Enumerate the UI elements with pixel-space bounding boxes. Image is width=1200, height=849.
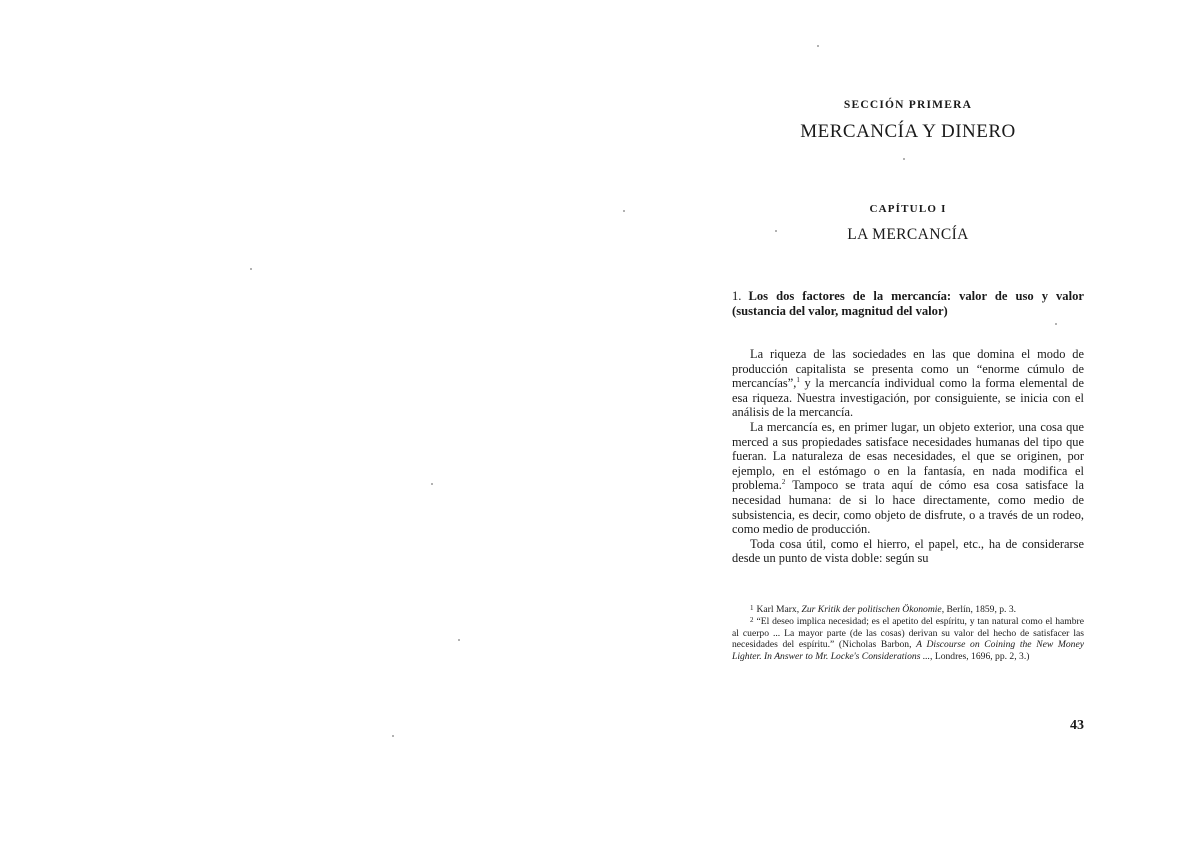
right-page	[732, 0, 1084, 849]
footnote-ref-1: 1	[796, 376, 800, 385]
subheading	[732, 289, 1084, 319]
paragraph-2	[732, 420, 1084, 537]
footnote-1-title: Zur Kritik der politischen Ökonomie	[801, 604, 942, 615]
paragraph-1	[732, 347, 1084, 420]
scan-speck	[392, 735, 394, 737]
subheading-number: 1.	[732, 289, 742, 303]
footnote-1-text-a: Karl Marx,	[756, 604, 802, 615]
footnotes	[732, 603, 1084, 662]
paragraph-1-text-a: La riqueza de las sociedades en las que domina el modo de producción capitalista se presenta como un “enorme cúmulo de mercancías”,	[732, 347, 1084, 391]
footnote-ref-2: 2	[781, 478, 786, 487]
scan-speck	[623, 210, 625, 212]
scan-speck	[458, 639, 460, 641]
footnote-2-title: A Discourse on Coining the New Money Lighter. In Answer to Mr. Locke's Considerations ...	[732, 639, 1084, 662]
paragraph-3-text: Toda cosa útil, como el hierro, el papel, etc., ha de considerarse desde un punto de vista doble: según su	[732, 536, 1084, 566]
footnote-2-number: 2	[750, 616, 754, 625]
paragraph-2-text-b: Tampoco se trata aquí de cómo esa cosa satisface la necesidad humana: de si lo hace directamente, como medio de subsistencia, es decir, como objeto de disfrute, o a través de un rodeo, como medio de producción.	[732, 478, 1084, 537]
paragraph-1-text-b: y la mercancía individual como la forma elemental de esa riqueza. Nuestra investigación, por consiguiente, se inicia con el análisis de la mercancía.	[732, 376, 1084, 420]
paragraph-3	[732, 537, 1084, 566]
chapter-title: LA MERCANCÍA	[847, 226, 969, 243]
section-title: MERCANCÍA Y DINERO	[800, 121, 1016, 142]
chapter-label: CAPÍTULO I	[869, 203, 947, 215]
paragraph-2-text-a: La mercancía es, en primer lugar, un objeto exterior, una cosa que merced a sus propiedades satisface necesidades humanas del tipo que fueran. La naturaleza de esas necesidades, el que se originen, por ejemplo, en el estómago o en la fantasía, en nada modifica el problema.	[732, 419, 1084, 493]
page-number: 43	[1070, 718, 1084, 733]
footnote-1-text-b: , Berlín, 1859, p. 3.	[941, 604, 1017, 615]
footnote-1	[732, 603, 1084, 615]
scan-speck	[431, 483, 433, 485]
footnote-2-text-a: “El deseo implica necesidad; es el apetito del espíritu, y tan natural como el hambre al cuerpo ... La mayor parte (de las cosas) derivan su valor del hecho de satisfacer las necesidades del espíritu.” (Nicholas Barbon,	[732, 616, 1084, 651]
scan-speck	[250, 268, 252, 270]
footnote-1-number: 1	[750, 604, 754, 612]
body-text	[732, 347, 1084, 566]
footnote-2	[732, 615, 1084, 662]
footnote-2-text-b: , Londres, 1696, pp. 2, 3.)	[930, 650, 1030, 662]
section-label: SECCIÓN PRIMERA	[843, 99, 973, 111]
subheading-text: Los dos factores de la mercancía: valor de uso y valor (sustancia del valor, magnitud del valor)	[732, 289, 1084, 318]
